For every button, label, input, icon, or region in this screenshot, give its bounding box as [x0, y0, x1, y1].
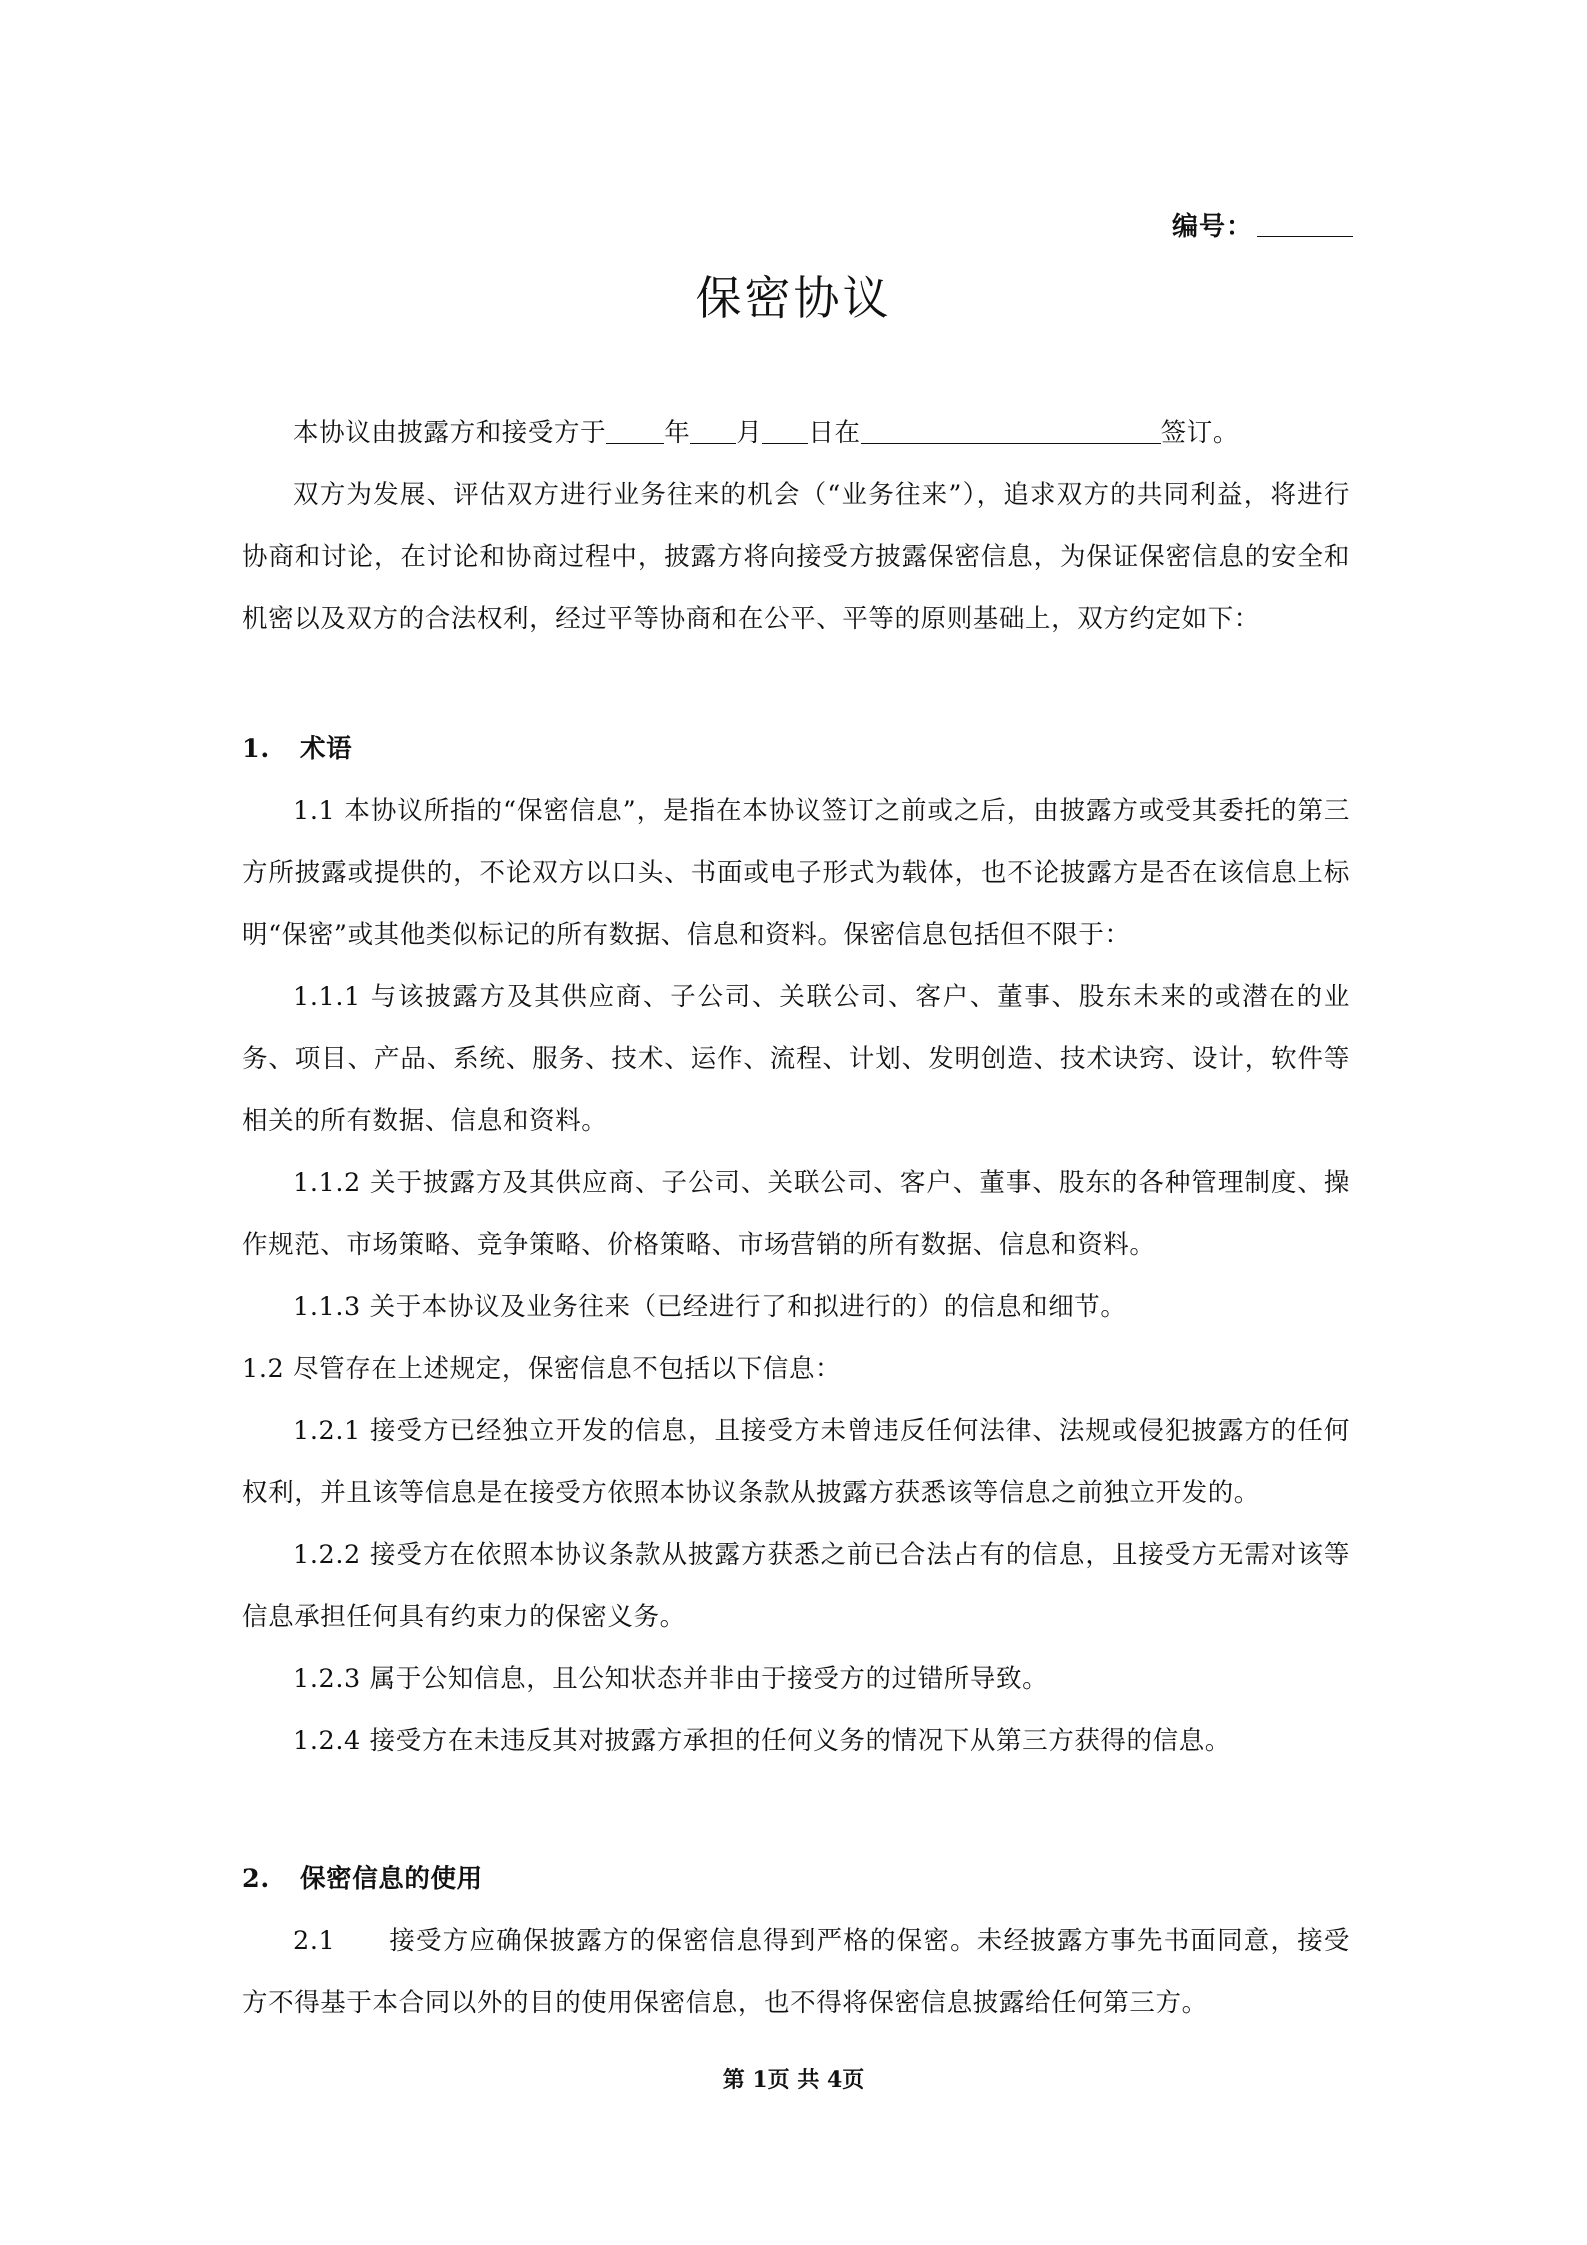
year-blank — [606, 419, 664, 444]
clause-1-1: 1.1 本协议所指的“保密信息”，是指在本协议签订之前或之后，由披露方或受其委托的第三方所披露或提供的，不论双方以口头、书面或电子形式为载体，也不论披露方是否在该信息上标明“保密”或其他类似标记的所有数据、信息和资料。保密信息包括但不限于： — [242, 796, 1350, 950]
section-2-number: 2. — [242, 1864, 270, 1894]
place-blank — [861, 419, 1161, 444]
clause-1-2-4: 1.2.4 接受方在未违反其对披露方承担的任何义务的情况下从第三方获得的信息。 — [293, 1726, 1231, 1756]
day-blank — [762, 419, 808, 444]
clause-2-1: 2.1 接受方应确保披露方的保密信息得到严格的保密。未经披露方事先书面同意，接受方不得基于本合同以外的目的使用保密信息，也不得将保密信息披露给任何第三方。 — [242, 1926, 1350, 2018]
intro-text-start: 本协议由披露方和接受方于 — [293, 418, 607, 448]
section-2-heading — [242, 1848, 1350, 1910]
section-1-number: 1. — [242, 734, 270, 764]
clause-1-1-1: 1.1.1 与该披露方及其供应商、子公司、关联公司、客户、董事、股东未来的或潜在的业务、项目、产品、系统、服务、技术、运作、流程、计划、发明创造、技术诀窍、设计，软件等相关的所有数据、信息和资料。 — [242, 982, 1350, 1136]
intro-paragraph-date — [242, 402, 1350, 464]
clause-1-1-2: 1.1.2 关于披露方及其供应商、子公司、关联公司、客户、董事、股东的各种管理制度、操作规范、市场策略、竞争策略、价格策略、市场营销的所有数据、信息和资料。 — [242, 1168, 1350, 1260]
document-number-blank — [1257, 212, 1353, 237]
clause-1-2: 1.2 尽管存在上述规定，保密信息不包括以下信息： — [242, 1354, 842, 1384]
section-2 — [242, 1848, 1350, 2034]
section-1 — [242, 718, 1350, 1772]
year-label: 年 — [664, 418, 691, 448]
clause-1-2-3: 1.2.3 属于公知信息，且公知状态并非由于接受方的过错所导致。 — [293, 1664, 1049, 1694]
clause-1-2-1: 1.2.1 接受方已经独立开发的信息，且接受方未曾违反任何法律、法规或侵犯披露方的任何权利，并且该等信息是在接受方依照本协议条款从披露方获悉该等信息之前独立开发的。 — [242, 1416, 1350, 1508]
document-number-label: 编号： — [1171, 212, 1253, 242]
intro-block — [242, 402, 1350, 650]
intro-text-end: 签订。 — [1160, 418, 1239, 448]
day-label: 日在 — [808, 418, 861, 448]
month-blank — [690, 419, 736, 444]
month-label: 月 — [736, 418, 763, 448]
section-1-title: 术语 — [300, 734, 353, 764]
page-footer: 第 1页 共 4页 — [722, 2067, 865, 2093]
clause-1-1-3: 1.1.3 关于本协议及业务往来（已经进行了和拟进行的）的信息和细节。 — [293, 1292, 1127, 1322]
clause-1-2-2: 1.2.2 接受方在依照本协议条款从披露方获悉之前已合法占有的信息，且接受方无需对该等信息承担任何具有约束力的保密义务。 — [242, 1540, 1350, 1632]
intro-paragraph-purpose: 双方为发展、评估双方进行业务往来的机会（“业务往来”），追求双方的共同利益，将进行协商和讨论，在讨论和协商过程中，披露方将向接受方披露保密信息，为保证保密信息的安全和机密以及双方的合法权利，经过平等协商和在公平、平等的原则基础上，双方约定如下： — [242, 480, 1350, 634]
document-title: 保密协议 — [695, 271, 892, 325]
document-number-line — [1172, 206, 1353, 243]
section-1-heading — [242, 718, 1350, 780]
section-2-title: 保密信息的使用 — [300, 1864, 483, 1894]
